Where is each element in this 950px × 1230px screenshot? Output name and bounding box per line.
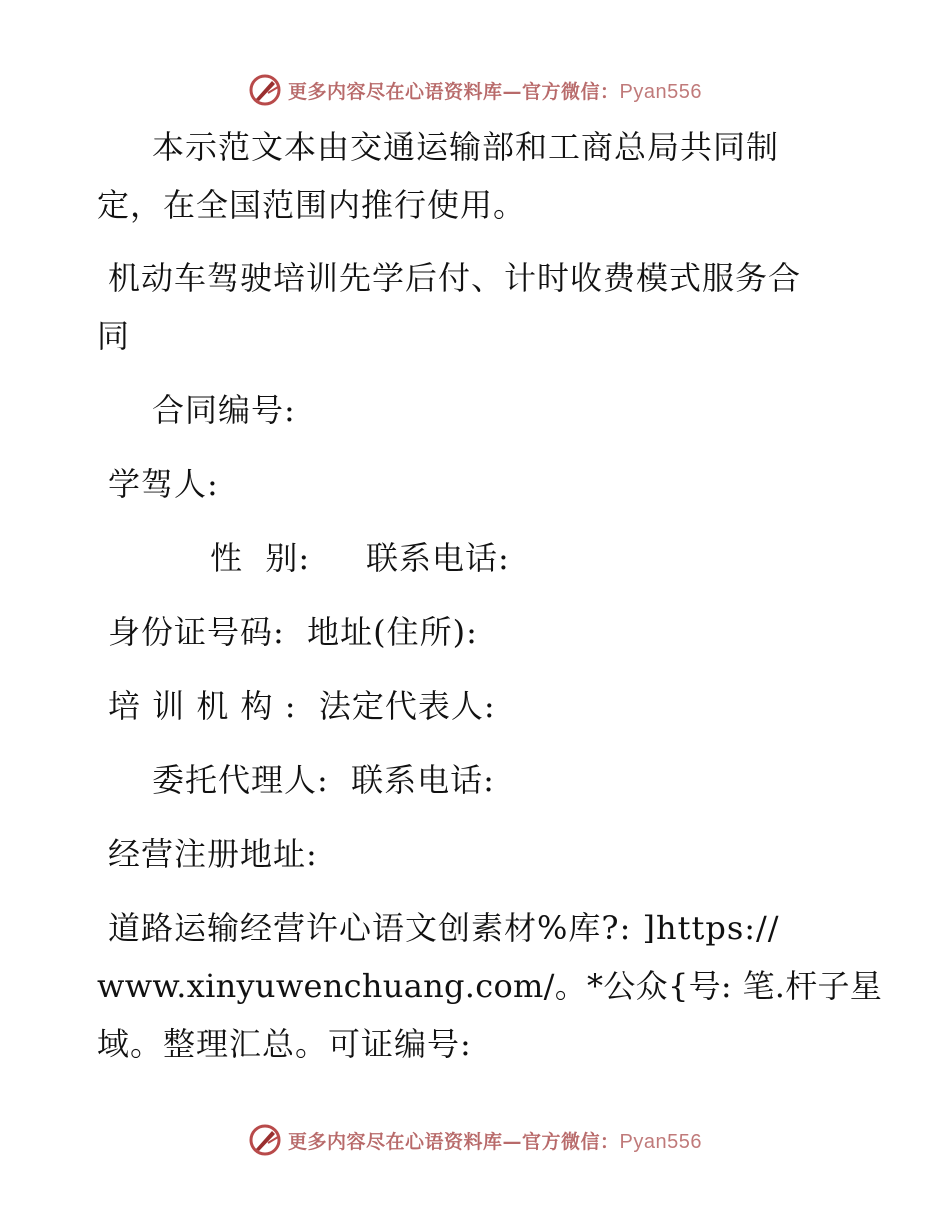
body-line: 域。整理汇总。可证编号: — [97, 1025, 472, 1063]
learner-label: 学驾人: — [108, 465, 219, 503]
document-title: 机动车驾驶培训先学后付、计时收费模式服务合 — [108, 259, 802, 297]
body-line: www.xinyuwenchuang.com/。*公众{号: 笔.杆子星 — [97, 967, 883, 1005]
document-title-cont: 同 — [97, 317, 131, 355]
id-address-label: 身份证号码: 地址(住所): — [108, 613, 478, 651]
header-watermark — [0, 70, 950, 110]
contract-number-label: 合同编号: — [152, 391, 296, 429]
agent-phone-label: 委托代理人: 联系电话: — [152, 761, 495, 799]
watermark-text: 更多内容尽在心语资料库—官方微信：Pyan556 — [288, 80, 702, 103]
institution-label: 培 训 机 构 : 法定代表人: — [108, 687, 496, 725]
body-line: 定，在全国范围内推行使用。 — [97, 186, 527, 224]
quill-logo-icon — [248, 1123, 282, 1157]
body-line: 本示范文本由交通运输部和工商总局共同制 — [152, 128, 780, 166]
gender-phone-label: 性 别: 联系电话: — [210, 539, 510, 577]
body-line: 道路运输经营许心语文创素材%库?: ]https:// — [108, 909, 780, 947]
registered-address-label: 经营注册地址: — [108, 835, 318, 873]
watermark-text: 更多内容尽在心语资料库—官方微信：Pyan556 — [288, 1130, 702, 1153]
footer-watermark — [0, 1120, 950, 1160]
quill-logo-icon — [248, 73, 282, 107]
